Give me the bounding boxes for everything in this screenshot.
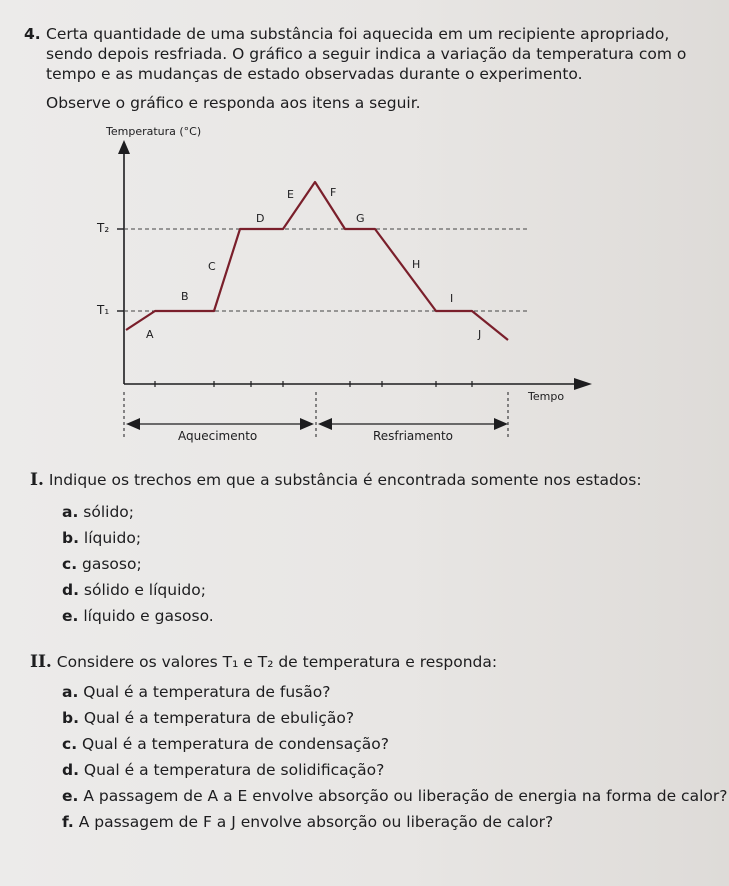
part1-item-letter: c. xyxy=(62,555,78,573)
point-label-i: I xyxy=(450,292,454,305)
part1-item-text: sólido; xyxy=(78,503,135,521)
part2-item-b xyxy=(62,709,354,727)
point-label-e: E xyxy=(287,188,294,201)
part1-item-letter: e. xyxy=(62,607,79,625)
part1-heading xyxy=(30,470,642,490)
part1-item-c xyxy=(62,555,142,573)
t1-label: T₁ xyxy=(97,303,110,317)
part2-item-letter: d. xyxy=(62,761,79,779)
part1-item-d xyxy=(62,581,206,599)
part1-item-text: gasoso; xyxy=(77,555,142,573)
point-label-j: J xyxy=(478,328,482,341)
y-axis-arrow xyxy=(118,140,130,154)
part2-item-text: Qual é a temperatura de solidificação? xyxy=(78,761,385,779)
point-label-h: H xyxy=(412,258,421,271)
t2-label: T₂ xyxy=(97,221,110,235)
x-axis-label: Tempo xyxy=(528,390,565,403)
question-intro: Certa quantidade de uma substância foi aquecida em um recipiente apropriado, sendo depois resfriada. O gráfico a seguir indica a variação da temperatura com o tempo e as mudanças de estado observadas durante o experimento. xyxy=(46,25,687,83)
y-axis-label: Temperatura (°C) xyxy=(106,125,202,138)
x-axis-arrow xyxy=(574,378,592,390)
question-instruction: Observe o gráfico e responda aos itens a seguir. xyxy=(46,94,421,112)
part1-item-letter: b. xyxy=(62,529,79,547)
part2-item-f xyxy=(62,813,553,831)
part2-item-letter: b. xyxy=(62,709,79,727)
part1-item-letter: a. xyxy=(62,503,79,521)
part2-item-d xyxy=(62,761,384,779)
part2-heading xyxy=(30,652,497,672)
phase-aquecimento-label: Aquecimento xyxy=(178,429,258,443)
part2-item-letter: e. xyxy=(62,787,79,805)
part1-roman: I. xyxy=(30,470,44,490)
part1-item-e xyxy=(62,607,214,625)
part2-item-letter: c. xyxy=(62,735,78,753)
part2-item-text: A passagem de A a E envolve absorção ou liberação de energia na forma de calor? xyxy=(78,787,728,805)
part2-item-text: Qual é a temperatura de fusão? xyxy=(78,683,331,701)
temperature-curve xyxy=(126,182,508,340)
question-number: 4. xyxy=(24,25,41,43)
point-labels xyxy=(146,186,481,341)
part2-item-letter: a. xyxy=(62,683,79,701)
point-label-c: C xyxy=(208,260,216,273)
part1-item-text: líquido; xyxy=(78,529,142,547)
part1-text: Indique os trechos em que a substância é encontrada somente nos estados: xyxy=(48,471,642,489)
part1-item-letter: d. xyxy=(62,581,79,599)
part1-item-b xyxy=(62,529,141,547)
point-label-a: A xyxy=(146,328,154,341)
part2-roman: II. xyxy=(30,652,52,672)
part2-item-e xyxy=(62,787,727,805)
part2-item-letter: f. xyxy=(62,813,74,831)
part1-item-a xyxy=(62,503,134,521)
point-label-b: B xyxy=(181,290,189,303)
point-label-d: D xyxy=(256,212,265,225)
part2-text: Considere os valores T₁ e T₂ de temperatura e responda: xyxy=(56,653,498,671)
point-label-g: G xyxy=(356,212,365,225)
part2-item-c xyxy=(62,735,389,753)
part2-item-text: A passagem de F a J envolve absorção ou liberação de calor? xyxy=(73,813,554,831)
point-label-f: F xyxy=(330,186,337,199)
part2-item-a xyxy=(62,683,330,701)
part1-item-text: líquido e gasoso. xyxy=(78,607,214,625)
part2-item-text: Qual é a temperatura de ebulição? xyxy=(78,709,355,727)
part1-item-text: sólido e líquido; xyxy=(78,581,206,599)
phase-resfriamento-label: Resfriamento xyxy=(373,429,454,443)
part2-item-text: Qual é a temperatura de condensação? xyxy=(77,735,389,753)
